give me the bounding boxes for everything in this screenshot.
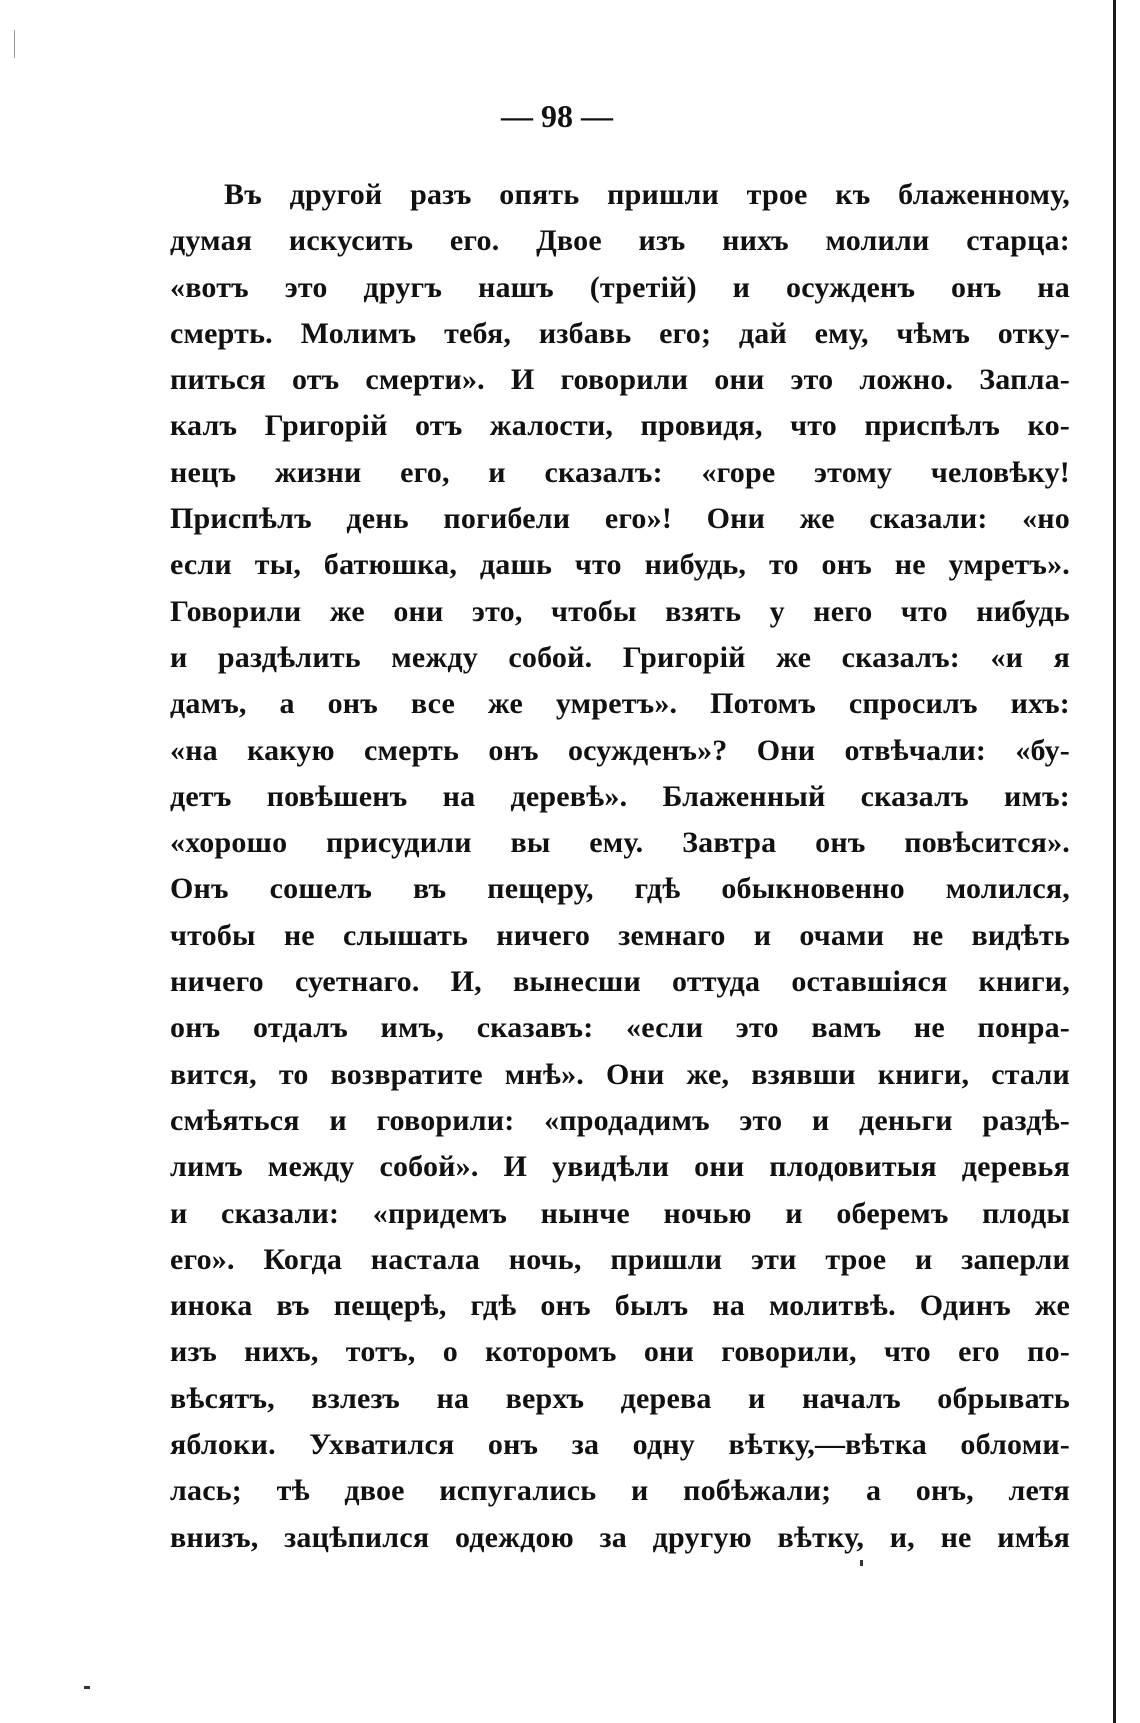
text-line: чтобы не слышать ничего земнаго и очами не видѣть bbox=[170, 918, 1070, 952]
text-line: вѣсятъ, взлезъ на верхъ дерева и началъ обрывать bbox=[170, 1381, 1070, 1415]
page-edge-rule bbox=[1113, 0, 1116, 1723]
text-line: «на какую смерть онъ осужденъ»? Они отвѣчали: «бу- bbox=[170, 733, 1070, 767]
text-line: внизъ, зацѣпился одеждою за другую вѣтку, и, не имѣя bbox=[170, 1520, 1070, 1554]
text-line: лась; тѣ двое испугались и побѣжали; а онъ, летя bbox=[170, 1474, 1070, 1508]
text-line: калъ Григорій отъ жалости, провидя, что приспѣлъ ко- bbox=[170, 409, 1070, 443]
text-line: дамъ, а онъ все же умретъ». Потомъ спросилъ ихъ: bbox=[170, 687, 1070, 721]
text-line: Говорили же они это, чтобы взять у него что нибудь bbox=[170, 594, 1070, 628]
text-line: смѣяться и говорили: «продадимъ это и деньги раздѣ- bbox=[170, 1103, 1070, 1137]
text-line: его». Когда настала ночь, пришли эти трое и заперли bbox=[170, 1242, 1070, 1276]
print-speck bbox=[84, 1686, 90, 1689]
text-line: если ты, батюшка, дашь что нибудь, то онъ не умретъ». bbox=[170, 548, 1070, 582]
text-line: смерть. Молимъ тебя, избавь его; дай ему, чѣмъ отку- bbox=[170, 316, 1070, 350]
print-speck bbox=[860, 1560, 863, 1566]
text-line: думая искусить его. Двое изъ нихъ молили старца: bbox=[170, 224, 1070, 258]
text-line: питься отъ смерти». И говорили они это ложно. Запла- bbox=[170, 363, 1070, 397]
text-line: вится, то возвратите мнѣ». Они же, взявши книги, стали bbox=[170, 1057, 1070, 1091]
text-line: яблоки. Ухватился онъ за одну вѣтку,—вѣтка обломи- bbox=[170, 1428, 1070, 1462]
text-line: нецъ жизни его, и сказалъ: «горе этому человѣку! bbox=[170, 455, 1070, 489]
text-line: Въ другой разъ опять пришли трое къ блаженному, bbox=[224, 178, 1070, 211]
text-line: инока въ пещерѣ, гдѣ онъ былъ на молитвѣ. Одинъ же bbox=[170, 1289, 1070, 1323]
text-line: изъ нихъ, тотъ, о которомъ они говорили, что его по- bbox=[170, 1335, 1070, 1369]
text-line: «хорошо присудили вы ему. Завтра онъ повѣсится». bbox=[170, 826, 1070, 860]
margin-mark bbox=[14, 30, 15, 58]
text-line: онъ отдалъ имъ, сказавъ: «если это вамъ не понра- bbox=[170, 1011, 1070, 1045]
text-line: ничего суетнаго. И, вынесши оттуда оставшіяся книги, bbox=[170, 965, 1070, 999]
text-line: Приспѣлъ день погибели его»! Они же сказали: «но bbox=[170, 502, 1070, 536]
text-line: Онъ сошелъ въ пещеру, гдѣ обыкновенно молился, bbox=[170, 872, 1070, 906]
page-number: — 98 — bbox=[501, 98, 613, 134]
body-text bbox=[170, 172, 1070, 1561]
text-line: и раздѣлить между собой. Григорій же сказалъ: «и я bbox=[170, 640, 1070, 674]
text-line: детъ повѣшенъ на деревѣ». Блаженный сказалъ имъ: bbox=[170, 779, 1070, 813]
text-line: и сказали: «придемъ нынче ночью и оберемъ плоды bbox=[170, 1196, 1070, 1230]
text-line: лимъ между собой». И увидѣли они плодовитыя деревья bbox=[170, 1150, 1070, 1184]
text-line: «вотъ это другъ нашъ (третій) и осужденъ онъ на bbox=[170, 270, 1070, 304]
